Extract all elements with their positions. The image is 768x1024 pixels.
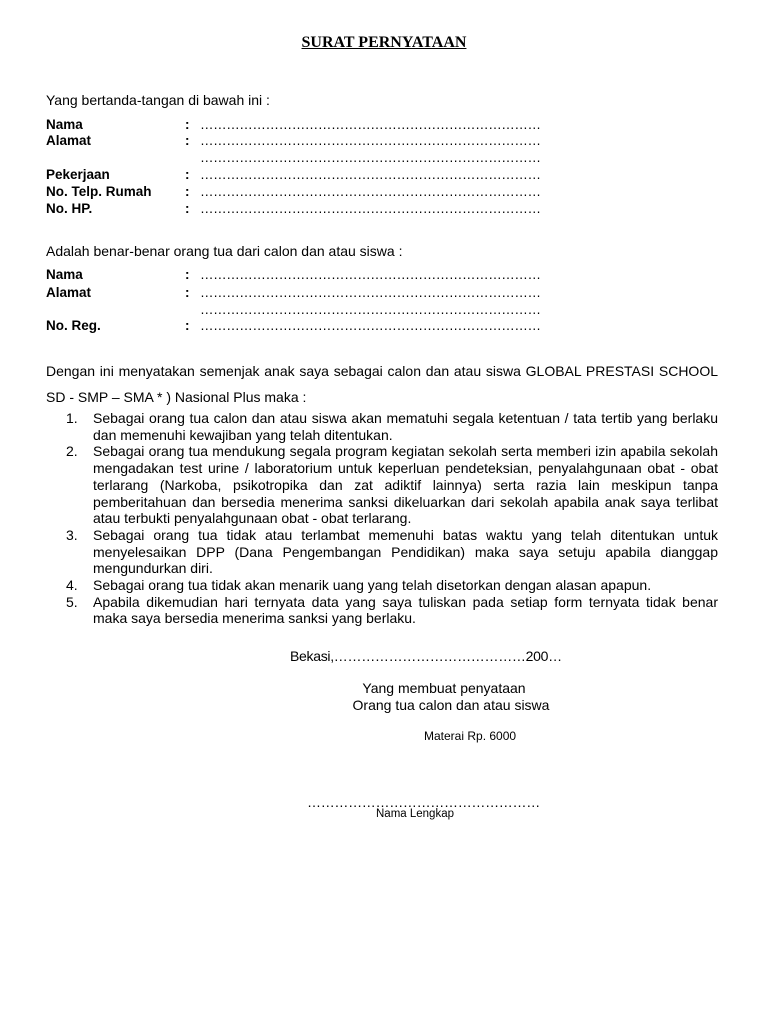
field-blank: ……………………………………………………………………	[200, 267, 541, 282]
field-colon: :	[185, 167, 190, 182]
field-blank: ……………………………………………………………………	[200, 117, 541, 132]
list-number: 5.	[66, 593, 78, 610]
list-text: Sebagai orang tua calon dan atau siswa akan mematuhi segala ketentuan / tata tertib yang berlaku dan memenuhi kewajiban yang telah ditentukan.	[93, 410, 718, 443]
field-blank: ……………………………………………………………………	[200, 201, 541, 216]
list-number: 2.	[66, 443, 78, 460]
place-date: Bekasi,……………………………………200…	[290, 648, 562, 664]
field-label: No. HP.	[46, 201, 93, 216]
stamp-label: Materai Rp. 6000	[424, 729, 517, 743]
field-blank: ……………………………………………………………………	[200, 302, 541, 317]
list-number: 1.	[66, 410, 78, 426]
statement-paragraph: Dengan ini menyatakan semenjak anak saya sebagai calon dan atau siswa GLOBAL PRESTASI SCHOOL SD - SMP – SMA * ) Nasional Plus maka :	[46, 363, 718, 405]
list-text: Sebagai orang tua tidak akan menarik uang yang telah disetorkan dengan alasan apapun.	[93, 577, 652, 594]
field-label: Alamat	[46, 285, 92, 300]
field-colon: :	[185, 184, 190, 199]
field-label: Nama	[46, 267, 83, 282]
list-item	[66, 577, 718, 594]
field-blank: ……………………………………………………………………	[200, 318, 541, 333]
field-colon: :	[185, 117, 190, 132]
field-label: Nama	[46, 117, 83, 132]
intro-text-2: Adalah benar-benar orang tua dari calon dan atau siswa :	[46, 243, 403, 259]
list-item	[66, 594, 718, 627]
field-label: No. Reg.	[46, 318, 101, 333]
list-text: Apabila dikemudian hari ternyata data yang saya tuliskan pada setiap form ternyata tidak benar maka saya bersedia menerima sanksi yang berlaku.	[93, 593, 718, 627]
field-blank: ……………………………………………………………………	[200, 184, 541, 199]
intro-text-1: Yang bertanda-tangan di bawah ini :	[46, 92, 270, 108]
list-number: 4.	[66, 577, 78, 594]
list-text: Sebagai orang tua mendukung segala program kegiatan sekolah serta memberi izin apabila sekolah mengadakan test urine / laboratorium untuk keperluan pendeteksian, penyalahgunaan obat - obat terlarang (Narkoba, psikotropika dan zat adiktif lainnya) serta razia lain meskipun tanpa pemberitahuan dan bersedia menerima sanksi dikeluarkan dari sekolah apabila anak saya terlibat atau terbukti penyalahgunaan obat - obat terlarang.	[93, 443, 718, 527]
field-label: Pekerjaan	[46, 167, 110, 182]
field-blank: ……………………………………………………………………	[200, 133, 541, 148]
list-item	[66, 443, 718, 527]
list-number: 3.	[66, 526, 78, 543]
field-blank: ……………………………………………………………………	[200, 285, 541, 300]
field-blank: ……………………………………………………………………	[200, 150, 541, 165]
signature-line: ……………………………………………	[307, 794, 540, 810]
field-colon: :	[185, 201, 190, 216]
field-label: Alamat	[46, 133, 92, 148]
full-name-label: Nama Lengkap	[376, 808, 454, 820]
field-colon: :	[185, 267, 190, 282]
list-text: Sebagai orang tua tidak atau terlambat memenuhi batas waktu yang telah ditentukan untuk menyelesaikan DPP (Dana Pengembangan Pendidikan) maka saya setuju apabila dianggap mengundurkan diri.	[93, 526, 718, 577]
list-item	[66, 410, 718, 443]
list-item	[66, 527, 718, 577]
document-title: SURAT PERNYATAAN	[301, 34, 467, 51]
field-colon: :	[185, 318, 190, 333]
signer-line-2: Orang tua calon dan atau siswa	[352, 697, 550, 713]
field-blank: ……………………………………………………………………	[200, 167, 541, 182]
field-label: No. Telp. Rumah	[46, 184, 152, 199]
field-colon: :	[185, 285, 190, 300]
field-colon: :	[185, 133, 190, 148]
statement-list	[66, 410, 718, 627]
signer-line-1: Yang membuat penyataan	[362, 680, 526, 696]
